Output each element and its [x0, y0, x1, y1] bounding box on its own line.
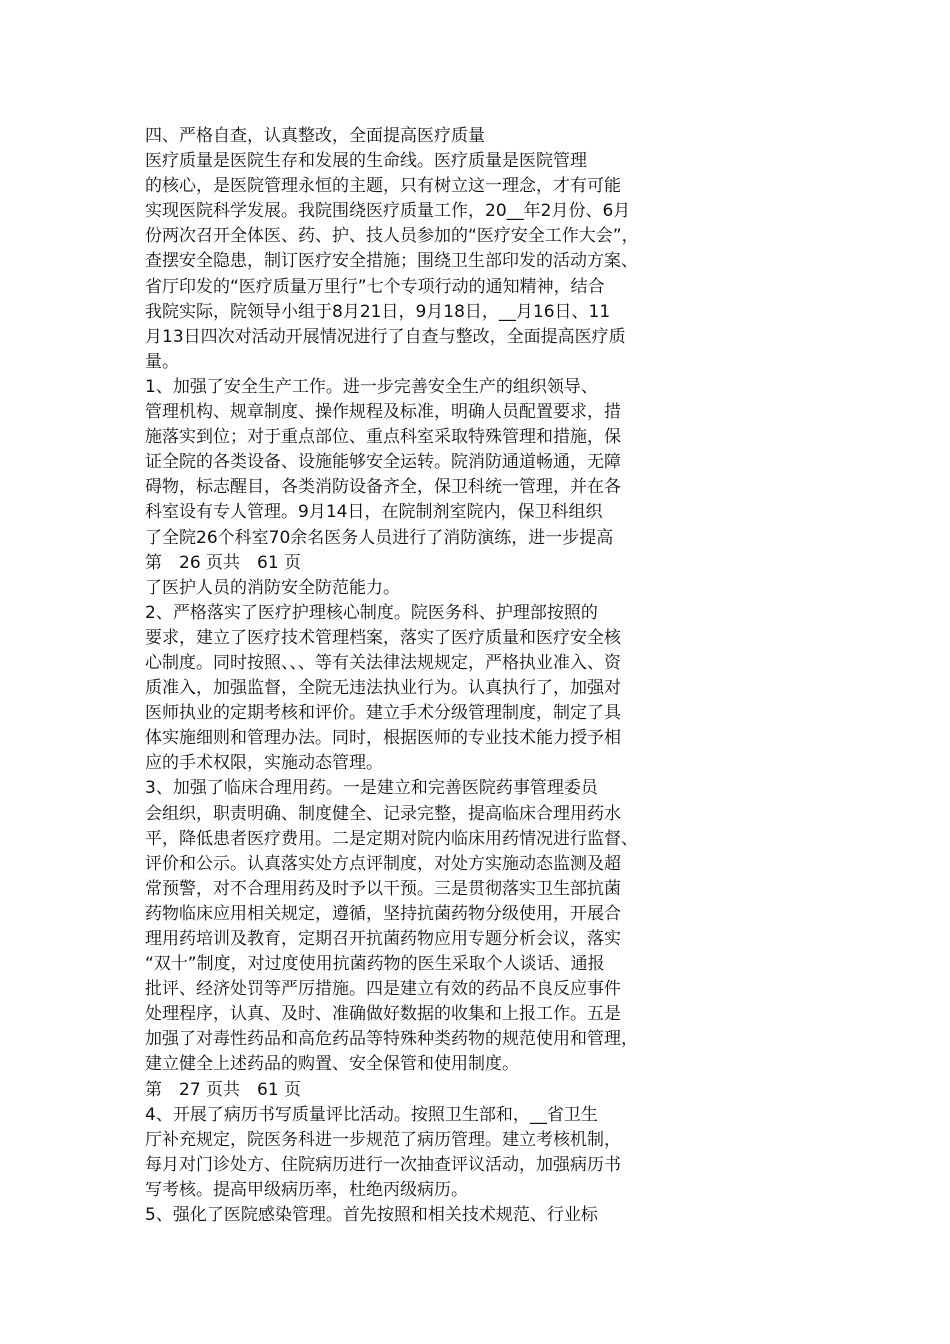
text-line: 科室设有专人管理。9月14日，在院制剂室院内，保卫科组织 [145, 502, 603, 523]
text-line: 5、强化了医院感染管理。首先按照和相关技术规范、行业标 [145, 1205, 598, 1226]
text-line: 3、加强了临床合理用药。一是建立和完善医院药事管理委员 [145, 778, 598, 799]
text-line: 施落实到位；对于重点部位、重点科室采取特殊管理和措施，保 [145, 427, 621, 448]
text-line: 药物临床应用相关规定，遵循，坚持抗菌药物分级使用，开展合 [145, 903, 621, 924]
text-line: 证全院的各类设备、设施能够安全运转。院消防通道畅通，无障 [145, 452, 621, 473]
text-line: 了医护人员的消防安全防范能力。 [145, 577, 400, 598]
text-line: 应的手术权限，实施动态管理。 [145, 753, 383, 774]
text-line: 2、严格落实了医疗护理核心制度。院医务科、护理部按照的 [145, 602, 598, 623]
text-line: 加强了对毒性药品和高危药品等特殊种类药物的规范使用和管理， [145, 1029, 638, 1050]
text-line: 省厅印发的“医疗质量万里行”七个专项行动的通知精神，结合 [145, 276, 605, 297]
text-line: 要求，建立了医疗技术管理档案，落实了医疗质量和医疗安全核 [145, 627, 621, 648]
text-line: 月13日四次对活动开展情况进行了自查与整改，全面提高医疗质 [145, 326, 626, 347]
text-line: 医师执业的定期考核和评价。建立手术分级管理制度，制定了具 [145, 703, 621, 724]
section-heading: 四、严格自查，认真整改，全面提高医疗质量 [145, 126, 485, 146]
text-line: 平，降低患者医疗费用。二是定期对院内临床用药情况进行监督、 [145, 828, 638, 849]
text-line: 质准入，加强监督，全院无违法执业行为。认真执行了，加强对 [145, 678, 621, 699]
text-line: 4、开展了病历书写质量评比活动。按照卫生部和，__省卫生 [145, 1104, 598, 1125]
text-line: 批评、经济处罚等严厉措施。四是建立有效的药品不良反应事件 [145, 979, 621, 1000]
page-number-footer: 第 27 页共 61 页 [145, 1079, 302, 1100]
text-line: 我院实际，院领导小组于8月21日，9月18日，__月16日、11 [145, 301, 611, 322]
text-line: 评价和公示。认真落实处方点评制度，对处方实施动态监测及超 [145, 853, 621, 874]
text-line: 厅补充规定，院医务科进一步规范了病历管理。建立考核机制， [145, 1129, 621, 1150]
text-line: 了全院26个科室70余名医务人员进行了消防演练，进一步提高 [145, 527, 614, 548]
text-line: 理用药培训及教育，定期召开抗菌药物应用专题分析会议，落实 [145, 929, 621, 949]
text-line: 每月对门诊处方、住院病历进行一次抽查评议活动，加强病历书 [145, 1154, 621, 1175]
text-line: 管理机构、规章制度、操作规程及标准，明确人员配置要求，措 [145, 402, 621, 423]
text-line: 写考核。提高甲级病历率，杜绝丙级病历。 [145, 1179, 468, 1200]
text-line: 查摆安全隐患，制订医疗安全措施；围绕卫生部印发的活动方案、 [145, 251, 638, 272]
text-line: 心制度。同时按照、、、等有关法律法规规定，严格执业准入、资 [145, 652, 621, 673]
text-line: 常预警，对不合理用药及时予以干预。三是贯彻落实卫生部抗菌 [145, 878, 621, 899]
document-body [145, 124, 725, 1228]
text-line: 1、加强了安全生产工作。进一步完善安全生产的组织领导、 [145, 376, 598, 397]
text-line: 实现医院科学发展。我院围绕医疗质量工作，20__年2月份、6月 [145, 201, 631, 222]
page-number-footer: 第 26 页共 61 页 [145, 552, 302, 573]
text-line: 建立健全上述药品的购置、安全保管和使用制度。 [145, 1054, 519, 1075]
text-line: 会组织，职责明确、制度健全、记录完整，提高临床合理用药水 [145, 803, 621, 824]
text-line: 体实施细则和管理办法。同时，根据医师的专业技术能力授予相 [145, 728, 621, 749]
text-line: 量。 [145, 351, 179, 372]
text-line: 的核心，是医院管理永恒的主题，只有树立这一理念，才有可能 [145, 176, 621, 197]
text-line: 处理程序，认真、及时、准确做好数据的收集和上报工作。五是 [145, 1004, 621, 1025]
text-line: 碍物，标志醒目，各类消防设备齐全，保卫科统一管理，并在各 [145, 477, 621, 498]
text-line: 份两次召开全体医、药、护、技人员参加的“医疗安全工作大会”， [145, 226, 639, 247]
text-line: “双十”制度，对过度使用抗菌药物的医生采取个人谈话、通报 [145, 954, 605, 975]
text-line: 医疗质量是医院生存和发展的生命线。医疗质量是医院管理 [145, 151, 587, 172]
